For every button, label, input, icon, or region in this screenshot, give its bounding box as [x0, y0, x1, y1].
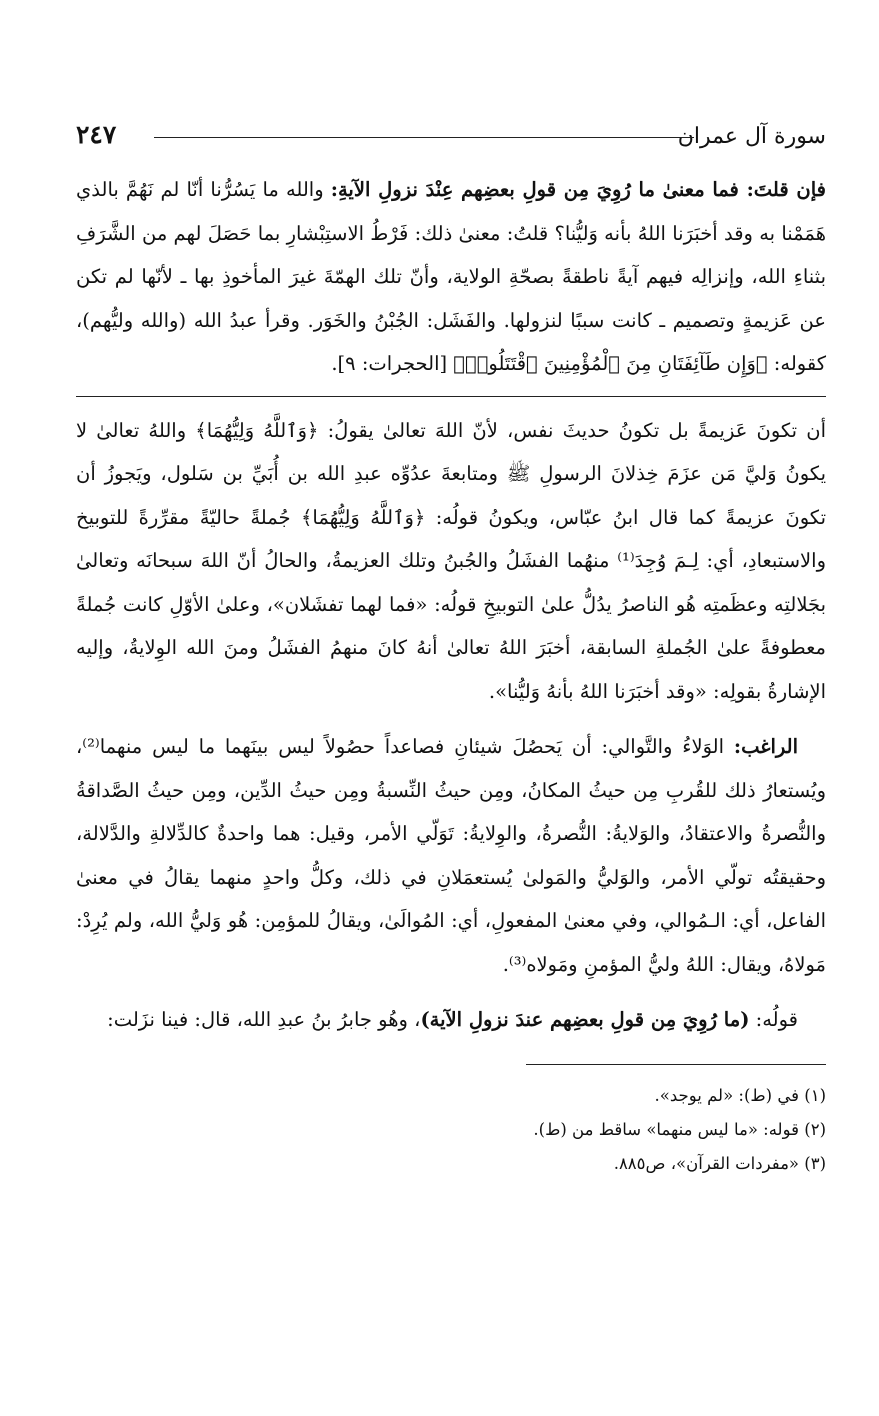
commentary-paragraph-2-body: الوَلاءُ والتَّوالي: أن يَحصُلَ شيئانِ فصاعداً حصُولاً ليس بينَهما ما ليس منهما⁽²⁾، ويُستعارُ ذلك للقُربِ مِن حيثُ المكانُ، ومِن حيثُ النِّسبةُ ومِن حيثُ الدِّين، ومِن حيثُ الصَّداقةُ والنُّصرةُ والاعتقادُ، والوَلايةُ: النُّصرةُ، والوِلايةُ: تَوَلّي الأمر، وقيل: هما واحدةٌ كالدِّلالةِ والدَّلالة، وحقيقتُه تولّي الأمر، والوَليُّ والمَولىٰ يُستعمَلانِ في ذلك، وكلُّ واحدٍ منهما يقالُ في معنىٰ الفاعل، أي: الـمُوالي، وفي معنىٰ المفعولِ، أي: المُوالَىٰ، ويقالُ للمؤمِن: هُو وَليُّ الله، ولم يُرِدْ: مَولاهُ، ويقال: اللهُ وليُّ المؤمنِ ومَولاه⁽³⁾. [76, 735, 826, 976]
footnotes [76, 1079, 826, 1181]
page-header [76, 118, 826, 158]
footnote-item: (٣) «مفردات القرآن»، ص٨٨٥. [613, 1153, 826, 1173]
raghib-label: الراغب: [733, 735, 798, 758]
commentary-paragraph-1: أن تكونَ عَزيمةً بل تكونُ حديثَ نفس، لأنّ اللهَ تعالىٰ يقولُ: ﴿وَٱللَّهُ وَلِيُّهُمَا﴾ واللهُ تعالىٰ لا يكونُ وَليَّ مَن عزَمَ خِذلانَ الرسولِ ﷺ ومتابعةَ عدُوِّه عبدِ الله بن أُبَيِّ بن سَلول، ويَجوزُ أن تكونَ عزيمةً كما قال ابنُ عبّاس، ويكونُ قولُه: ﴿وَٱللَّهُ وَلِيُّهُمَا﴾ جُملةً حاليّةً مقرِّرةً للتوبيخ والاستبعادِ، أي: لِـمَ وُجِدَ⁽¹⁾ منهُما الفشَلُ والجُبنُ وتلك العزيمةُ، والحالُ أنّ اللهَ سبحانَه وتعالىٰ بجَلالتِه وعظَمتِه هُو الناصرُ يدُلُّ علىٰ التوبيخِ قولُه: «فما لهما تفشَلان»، وعلىٰ الأوّلِ كانت جُملةً معطوفةً علىٰ الجُملةِ السابقة، أخبَرَ اللهُ تعالىٰ أنهُ كانَ منهمُ الفشَلُ ومنَ الله الوِلايةُ، وإليه الإشارةُ بقولِه: «وقد أخبَرَنا اللهُ بأنهُ وَليُّنا». [76, 418, 826, 703]
surah-title: سورة آل عمران [677, 124, 826, 149]
main-text-lead: فإن قلتَ: فما معنىٰ ما رُوِيَ مِن قولِ بعضِهم عِنْدَ نزولِ الآيةِ: [330, 178, 827, 201]
main-text-paragraph [76, 168, 826, 386]
main-text-body: والله ما يَسُرُّنا أنّا لم نَهُمَّ بالذي هَمَمْنا به وقد أخبَرَنا اللهُ بأنه وَليُّنا؟ قلتُ: معنىٰ ذلك: فَرْطُ الاستِبْشارِ بما حَصَلَ لهم من الشَّرَفِ بثناءِ الله، وإنزالِه فيهم آيةً ناطقةً بصحّةِ الولاية، وأنّ تلك الهمّةَ غيرَ المأخوذِ بها ـ لأنّها لم تكن عن عَزيمةٍ وتصميم ـ كانت سببًا لنزولها. والفَشَل: الجُبْنُ والخَوَر. وقرأ عبدُ الله (والله وليُّهم)، كقوله: ﴿وَإِن طَآئِفَتَانِ مِنَ ٱلْمُؤْمِنِينَ ٱقْتَتَلُوا۟﴾ [الحجرات: ٩]. [76, 178, 826, 375]
section-separator [76, 396, 826, 397]
commentary-paragraph-3-body: ، وهُو جابرُ بنُ عبدِ الله، قال: فينا نزَلت: [107, 1008, 421, 1031]
footnote-item: (١) في (ط): «لم يوجد». [654, 1085, 826, 1105]
book-page [76, 118, 826, 1181]
commentary-paragraph-3-lead: قولُه: [755, 1008, 798, 1031]
commentary-paragraph-3 [76, 998, 826, 1042]
commentary-paragraph-3-quote: (ما رُوِيَ مِن قولِ بعضِهم عندَ نزولِ الآية) [420, 1008, 750, 1031]
footnote-item: (٢) قوله: «ما ليس منهما» ساقط من (ط). [533, 1119, 826, 1139]
page-number: ٢٤٧ [76, 120, 117, 149]
footnote-rule [526, 1064, 826, 1065]
commentary-paragraph-2 [76, 725, 826, 986]
header-rule [154, 137, 694, 138]
